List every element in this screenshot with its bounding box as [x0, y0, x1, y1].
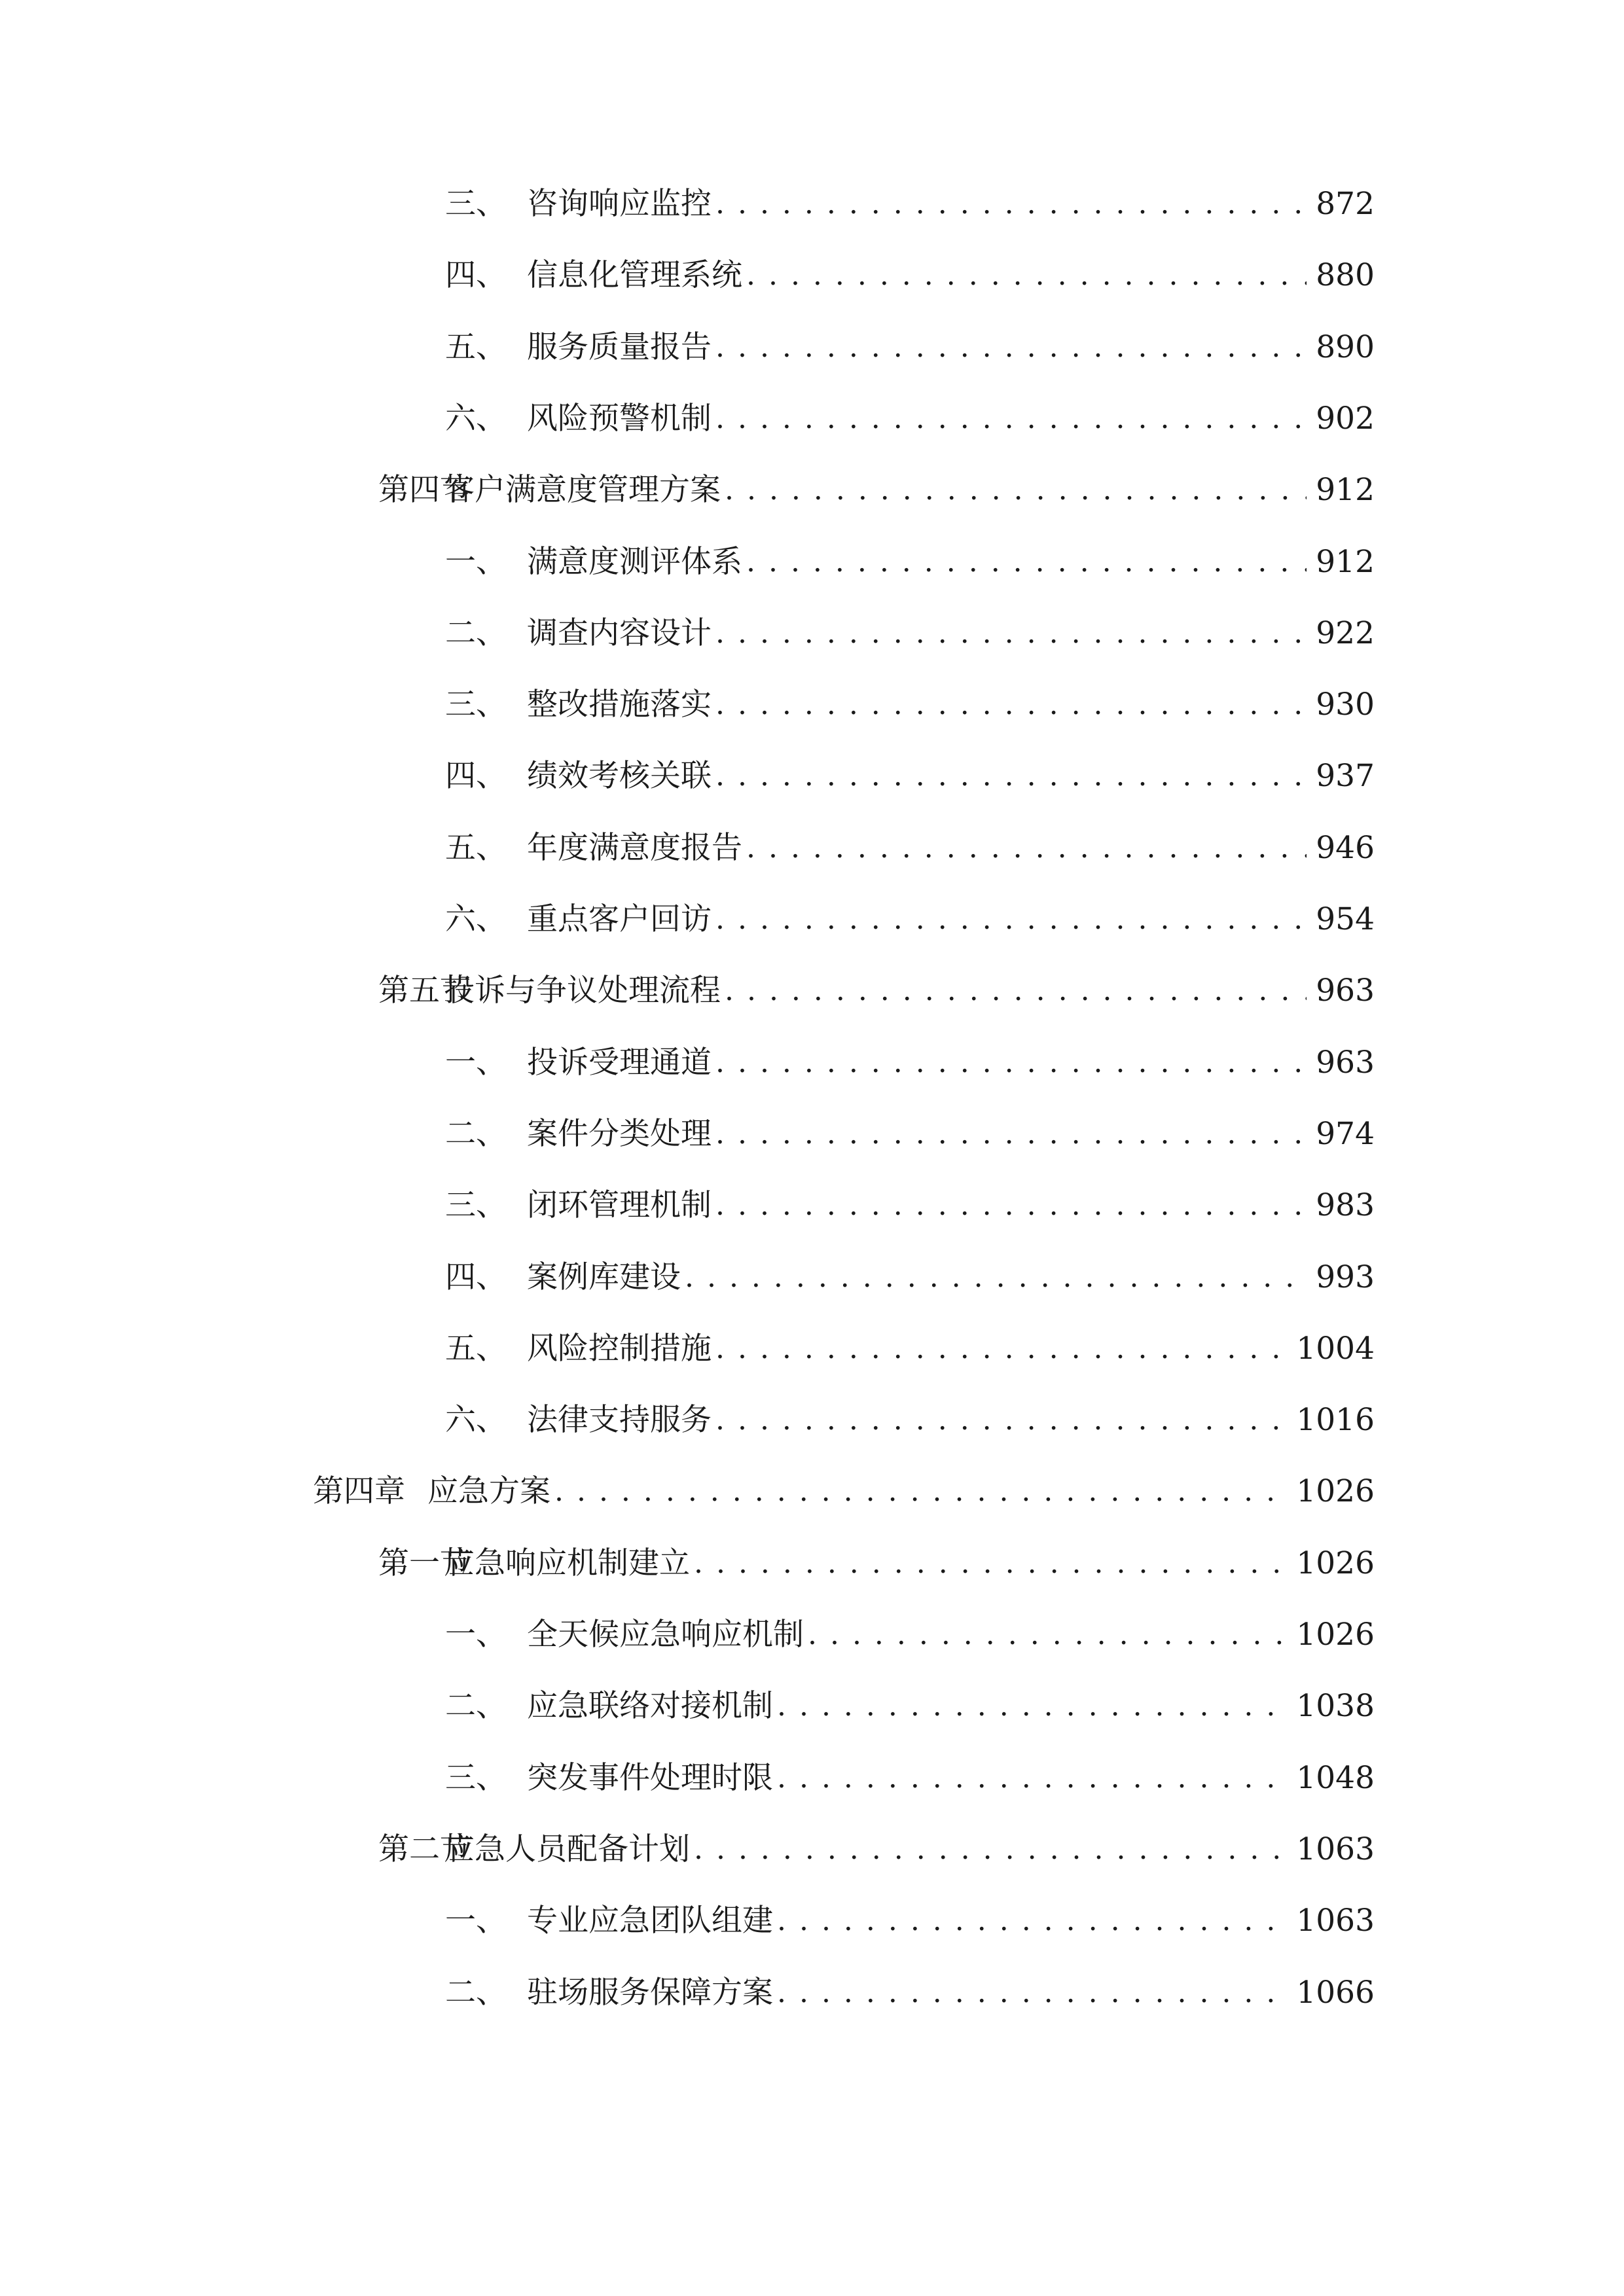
toc-entry-page-number: 937: [1316, 758, 1375, 794]
toc-entry-number: 四、: [445, 257, 507, 293]
toc-dot-leader: [715, 679, 1307, 731]
toc-entry[interactable]: [445, 607, 1375, 660]
toc-entry-page-number: 1016: [1296, 1402, 1375, 1438]
toc-dot-leader: [746, 249, 1307, 302]
toc-entry-number: 五、: [445, 830, 507, 866]
toc-dot-leader: [715, 1394, 1287, 1446]
toc-entry[interactable]: [445, 1037, 1375, 1089]
toc-entry-number: 三、: [445, 687, 507, 723]
toc-entry-number: 一、: [445, 544, 507, 580]
toc-entry-number: 四、: [445, 1259, 507, 1295]
toc-entry-number: 三、: [445, 1187, 507, 1223]
toc-entry-page-number: 1066: [1296, 1975, 1375, 2011]
toc-entry[interactable]: [445, 1752, 1375, 1804]
toc-entry-number: 二、: [445, 1116, 507, 1152]
toc-entry[interactable]: [445, 178, 1375, 230]
toc-entry-title: 案件分类处理: [527, 1116, 712, 1152]
toc-entry[interactable]: [313, 1465, 1375, 1518]
toc-entry-page-number: 922: [1316, 615, 1375, 651]
toc-entry-page-number: 1063: [1296, 1831, 1375, 1867]
toc-entry-number: 六、: [445, 901, 507, 937]
toc-entry-number: 三、: [445, 1760, 507, 1796]
toc-dot-leader: [554, 1465, 1287, 1518]
toc-entry-page-number: 890: [1316, 329, 1375, 365]
toc-dot-leader: [694, 1537, 1287, 1590]
toc-dot-leader: [715, 1179, 1307, 1232]
toc-entry-page-number: 946: [1316, 830, 1375, 866]
toc-entry-number: 五、: [445, 329, 507, 365]
toc-entry-page-number: 1063: [1296, 1903, 1375, 1939]
toc-entry-number: 二、: [445, 1688, 507, 1724]
toc-entry-page-number: 1048: [1296, 1760, 1375, 1796]
toc-entry[interactable]: [445, 321, 1375, 374]
toc-entry-number: 第四章: [313, 1473, 405, 1509]
toc-entry-title: 信息化管理系统: [527, 257, 742, 293]
toc-entry-title: 应急联络对接机制: [527, 1688, 773, 1724]
toc-entry-page-number: 1004: [1296, 1331, 1375, 1367]
toc-entry-page-number: 963: [1316, 973, 1375, 1009]
toc-dot-leader: [685, 1251, 1307, 1304]
toc-entry-page-number: 1026: [1296, 1473, 1375, 1509]
toc-entry[interactable]: [445, 1967, 1375, 2019]
toc-entry-title: 咨询响应监控: [527, 186, 712, 222]
toc-entry[interactable]: [445, 1251, 1375, 1304]
toc-dot-leader: [715, 893, 1307, 946]
toc-dot-leader: [715, 1108, 1307, 1160]
toc-dot-leader: [725, 965, 1307, 1017]
toc-entry[interactable]: [445, 679, 1375, 731]
toc-entry-title: 年度满意度报告: [527, 830, 742, 866]
toc-entry[interactable]: [445, 1680, 1375, 1732]
toc-entry-page-number: 902: [1316, 401, 1375, 437]
toc-entry-page-number: 872: [1316, 186, 1375, 222]
toc-entry-number: 一、: [445, 1617, 507, 1653]
toc-entry-number: 第二节: [378, 1831, 471, 1867]
toc-entry-number: 三、: [445, 186, 507, 222]
toc-entry-title: 全天候应急响应机制: [527, 1617, 804, 1653]
toc-dot-leader: [777, 1967, 1287, 2019]
toc-entry-number: 一、: [445, 1903, 507, 1939]
toc-entry[interactable]: [445, 1895, 1375, 1947]
toc-entry[interactable]: [445, 750, 1375, 802]
toc-dot-leader: [694, 1823, 1287, 1876]
toc-entry-number: 一、: [445, 1045, 507, 1081]
toc-entry-page-number: 993: [1316, 1259, 1375, 1295]
toc-entry[interactable]: [378, 464, 1375, 516]
toc-entry-title: 风险控制措施: [527, 1331, 712, 1367]
toc-entry-number: 五、: [445, 1331, 507, 1367]
toc-entry[interactable]: [445, 1609, 1375, 1661]
toc-entry-title: 风险预警机制: [527, 401, 712, 437]
toc-entry-number: 二、: [445, 1975, 507, 2011]
toc-dot-leader: [777, 1895, 1287, 1947]
toc-dot-leader: [746, 822, 1307, 874]
toc-entry-page-number: 974: [1316, 1116, 1375, 1152]
toc-dot-leader: [808, 1609, 1287, 1661]
toc-entry[interactable]: [445, 536, 1375, 588]
toc-entry-page-number: 954: [1316, 901, 1375, 937]
toc-dot-leader: [777, 1680, 1287, 1732]
toc-dot-leader: [715, 321, 1307, 374]
toc-dot-leader: [715, 178, 1307, 230]
toc-entry-number: 四、: [445, 758, 507, 794]
toc-entry[interactable]: [445, 1394, 1375, 1446]
toc-entry[interactable]: [378, 965, 1375, 1017]
toc-entry-title: 绩效考核关联: [527, 758, 712, 794]
toc-entry[interactable]: [445, 893, 1375, 946]
toc-dot-leader: [715, 607, 1307, 660]
toc-entry-number: 第五节: [378, 973, 471, 1009]
toc-entry-title: 驻场服务保障方案: [527, 1975, 773, 2011]
toc-entry-title: 专业应急团队组建: [527, 1903, 773, 1939]
toc-entry[interactable]: [445, 249, 1375, 302]
toc-entry-title: 案例库建设: [527, 1259, 681, 1295]
toc-entry[interactable]: [445, 1179, 1375, 1232]
toc-entry-title: 投诉与争议处理流程: [444, 973, 721, 1009]
toc-entry-title: 应急方案: [427, 1473, 550, 1509]
toc-entry[interactable]: [445, 822, 1375, 874]
toc-entry-title: 满意度测评体系: [527, 544, 742, 580]
toc-dot-leader: [715, 393, 1307, 445]
toc-dot-leader: [777, 1752, 1287, 1804]
toc-entry-title: 重点客户回访: [527, 901, 712, 937]
toc-dot-leader: [725, 464, 1307, 516]
toc-entry-title: 法律支持服务: [527, 1402, 712, 1438]
toc-dot-leader: [715, 1037, 1307, 1089]
toc-entry-page-number: 1026: [1296, 1545, 1375, 1581]
toc-entry-page-number: 880: [1316, 257, 1375, 293]
toc-entry-page-number: 912: [1316, 472, 1375, 508]
toc-entry-page-number: 1038: [1296, 1688, 1375, 1724]
toc-entry-page-number: 930: [1316, 687, 1375, 723]
toc-entry-number: 六、: [445, 1402, 507, 1438]
toc-entry-title: 整改措施落实: [527, 687, 712, 723]
toc-entry-number: 第一节: [378, 1545, 471, 1581]
toc-entry-title: 突发事件处理时限: [527, 1760, 773, 1796]
toc-entry-page-number: 912: [1316, 544, 1375, 580]
toc-entry[interactable]: [378, 1537, 1375, 1590]
toc-entry[interactable]: [445, 393, 1375, 445]
toc-entry-number: 六、: [445, 401, 507, 437]
toc-entry-title: 应急人员配备计划: [444, 1831, 690, 1867]
toc-dot-leader: [746, 536, 1307, 588]
toc-entry-title: 调查内容设计: [527, 615, 712, 651]
toc-entry-number: 二、: [445, 615, 507, 651]
toc-entry-page-number: 963: [1316, 1045, 1375, 1081]
toc-entry-title: 投诉受理通道: [527, 1045, 712, 1081]
toc-entry-title: 服务质量报告: [527, 329, 712, 365]
toc-dot-leader: [715, 1323, 1287, 1375]
toc-entry[interactable]: [378, 1823, 1375, 1876]
toc-entry[interactable]: [445, 1323, 1375, 1375]
toc-entry-number: 第四节: [378, 472, 471, 508]
toc-entry-page-number: 1026: [1296, 1617, 1375, 1653]
toc-entry-title: 客户满意度管理方案: [444, 472, 721, 508]
toc-entry-page-number: 983: [1316, 1187, 1375, 1223]
toc-entry[interactable]: [445, 1108, 1375, 1160]
toc-entry-title: 应急响应机制建立: [444, 1545, 690, 1581]
toc-entry-title: 闭环管理机制: [527, 1187, 712, 1223]
toc-dot-leader: [715, 750, 1307, 802]
